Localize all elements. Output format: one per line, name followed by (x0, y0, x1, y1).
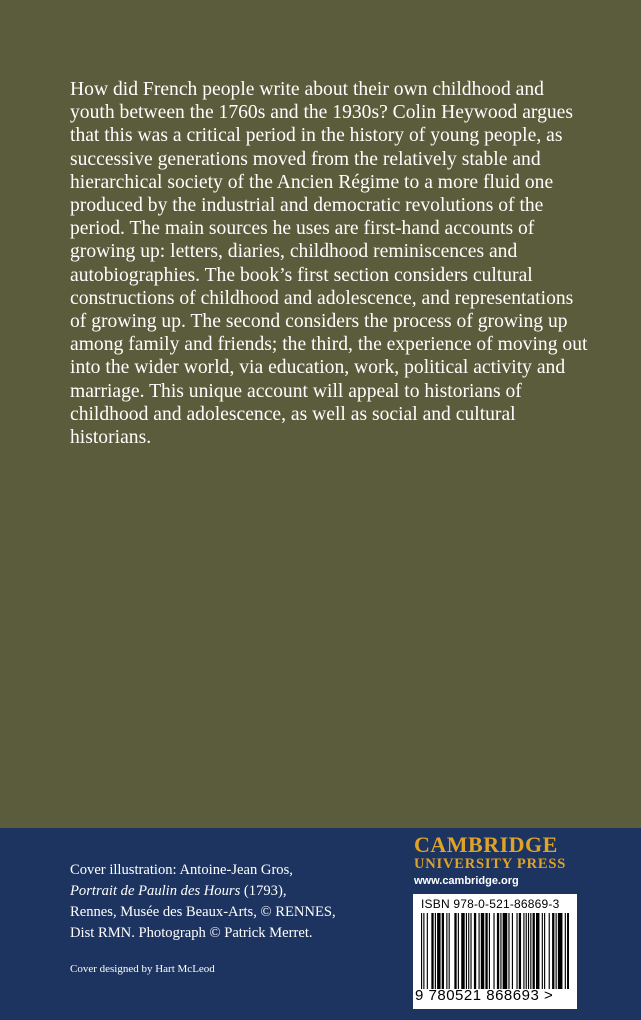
barcode-bar (497, 913, 499, 989)
barcode-bar (468, 913, 469, 989)
barcode-bar (442, 913, 444, 989)
barcode-bar (508, 913, 509, 989)
barcode-bar (466, 913, 467, 989)
barcode-bar (530, 913, 531, 989)
barcode-panel (413, 894, 577, 1009)
barcode-bar (523, 913, 524, 989)
barcode-bar (446, 913, 447, 989)
barcode-bar (435, 913, 436, 989)
barcode-bar (437, 913, 440, 989)
barcode-bar (454, 913, 456, 989)
barcode-bar (556, 913, 557, 989)
artwork-title: Portrait de Paulin des Hours (70, 883, 241, 899)
barcode-bar (503, 913, 508, 989)
publisher-subname: UNIVERSITY PRESS (414, 856, 567, 872)
barcode-digits: 9 780521 868693 > (415, 987, 554, 1004)
barcode-bar (512, 913, 513, 989)
publisher-url: www.cambridge.org (414, 875, 519, 887)
barcode-bar (565, 913, 566, 989)
barcode-bar (481, 913, 484, 989)
barcode-bar (552, 913, 554, 989)
artwork-year: (1793), (240, 883, 287, 899)
barcode-bar (558, 913, 563, 989)
barcode-bar (519, 913, 521, 989)
credit-line-2 (70, 881, 390, 902)
barcode-bar (479, 913, 480, 989)
barcode-icon (421, 913, 569, 989)
barcode-bar (536, 913, 539, 989)
cover-designer-credit: Cover designed by Hart McLeod (70, 963, 215, 975)
barcode-bar (423, 913, 424, 989)
cover-illustration-credit (70, 860, 390, 944)
barcode-bar (549, 913, 550, 989)
barcode-bar (542, 913, 543, 989)
barcode-bar (427, 913, 428, 989)
barcode-bar (544, 913, 545, 989)
barcode-bar (461, 913, 464, 989)
barcode-bar (470, 913, 471, 989)
credit-line-4: Dist RMN. Photograph © Patrick Merret. (70, 925, 313, 941)
barcode-bar (500, 913, 501, 989)
publisher-logo (414, 834, 584, 889)
barcode-bar (431, 913, 433, 989)
barcode-bar (489, 913, 490, 989)
barcode-bar (485, 913, 487, 989)
credit-line-1: Cover illustration: Antoine-Jean Gros, (70, 862, 293, 878)
barcode-bar (533, 913, 535, 989)
credit-line-3: Rennes, Musée des Beaux-Arts, © RENNES, (70, 904, 336, 920)
barcode-bar (474, 913, 476, 989)
barcode-bar (458, 913, 459, 989)
barcode-bar (526, 913, 527, 989)
barcode-bar (567, 913, 569, 989)
barcode-bar (493, 913, 494, 989)
barcode-bar (516, 913, 517, 989)
barcode-bar (421, 913, 422, 989)
isbn-label: ISBN 978-0-521-86869-3 (421, 897, 560, 911)
barcode-bar (449, 913, 450, 989)
publisher-name: CAMBRIDGE (414, 832, 558, 857)
book-description: How did French people write about their own childhood and youth between the 1760s and the 1930s? Colin Heywood argues that this was a critical period in the history of young people, as successive generations moved from the relatively stable and hierarchical society of the Ancien Régime to a more fluid one produced by the industrial and democratic revolutions of the period. The main sources he uses are first-hand accounts of growing up: letters, diaries, childhood reminiscences and autobiographies. The book’s first section considers cultural constructions of childhood and adolescence, and representations of growing up. The second considers the process of growing up among family and friends; the third, the experience of moving out into the wider world, via education, work, political activity and marriage. This unique account will appeal to historians of childhood and adolescence, as well as social and cultural historians. (70, 79, 588, 449)
barcode-bar (528, 913, 529, 989)
